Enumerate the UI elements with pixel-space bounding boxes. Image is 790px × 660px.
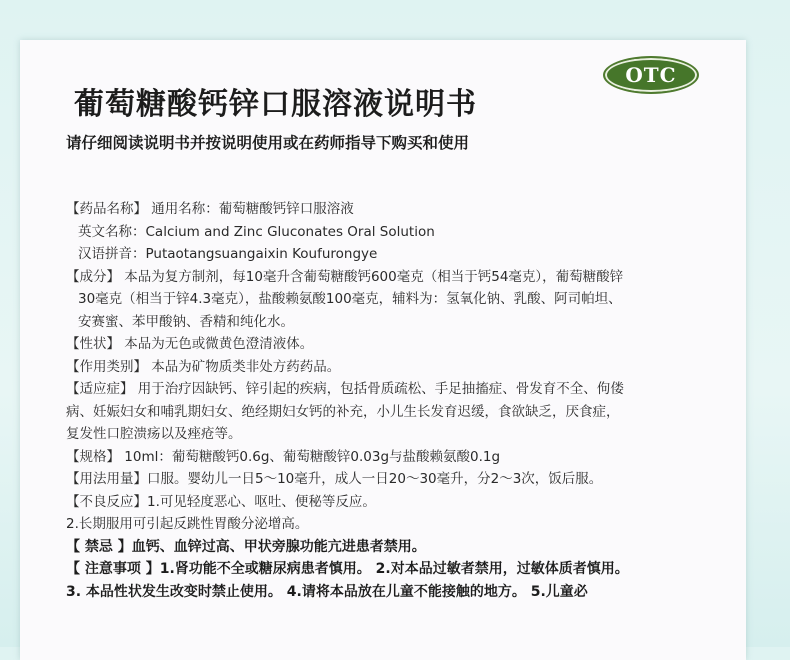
specification-line: 【规格】 10ml：葡萄糖酸钙0.6g、葡萄糖酸锌0.03g与盐酸赖氨酸0.1g (66, 448, 501, 465)
contraindications-line: 【 禁忌 】血钙、血锌过高、甲状旁腺功能亢进患者禁用。 (66, 538, 426, 555)
indications-line-3: 复发性口腔溃疡以及痤疮等。 (66, 426, 242, 442)
usage-notice: 请仔细阅读说明书并按说明使用或在药师指导下购买和使用 (66, 134, 470, 152)
adverse-reactions-line-1: 【不良反应】1.可见轻度恶心、呕吐、便秘等反应。 (66, 493, 376, 510)
precautions-line-1: 【 注意事项 】1.肾功能不全或糖尿病患者慎用。 2.对本品过敏者禁用，过敏体质者慎用。 (66, 561, 629, 577)
instruction-body (66, 198, 746, 603)
ingredients-line-3: 安赛蜜、苯甲酸钠、香精和纯化水。 (78, 313, 294, 330)
drug-name-general: 【药品名称】 通用名称：葡萄糖酸钙锌口服溶液 (66, 201, 354, 217)
drug-name-pinyin: 汉语拼音：Putaotangsuangaixin Koufurongye (78, 246, 378, 262)
precautions-line-2: 3. 本品性状发生改变时禁止使用。 4.请将本品放在儿童不能接触的地方。 5.儿童必 (66, 583, 588, 600)
category-line: 【作用类别】 本品为矿物质类非处方药药品。 (66, 358, 341, 375)
otc-badge: OTC (603, 56, 699, 94)
indications-line-2: 病、妊娠妇女和哺乳期妇女、绝经期妇女钙的补充，小儿生长发育迟缓，食欲缺乏，厌食症， (66, 403, 620, 420)
ingredients-line-2: 30毫克（相当于锌4.3毫克），盐酸赖氨酸100毫克，辅料为：氢氧化钠、乳酸、阿司帕坦、 (78, 291, 622, 307)
adverse-reactions-line-2: 2.长期服用可引起反跳性胃酸分泌增高。 (66, 516, 309, 532)
ingredients-line-1: 【成分】 本品为复方制剂，每10毫升含葡萄糖酸钙600毫克（相当于钙54毫克），葡萄糖酸锌 (66, 268, 624, 285)
dosage-line: 【用法用量】口服。婴幼儿一日5～10毫升，成人一日20～30毫升，分2～3次，饭后服。 (66, 471, 603, 487)
properties-line: 【性状】 本品为无色或微黄色澄清液体。 (66, 336, 314, 352)
document-title: 葡萄糖酸钙锌口服溶液说明书 (74, 87, 477, 122)
drug-name-english: 英文名称：Calcium and Zinc Gluconates Oral Solution (78, 223, 435, 240)
indications-line-1: 【适应症】 用于治疗因缺钙、锌引起的疾病，包括骨质疏松、手足抽搐症、骨发育不全、佝偻 (66, 381, 624, 397)
